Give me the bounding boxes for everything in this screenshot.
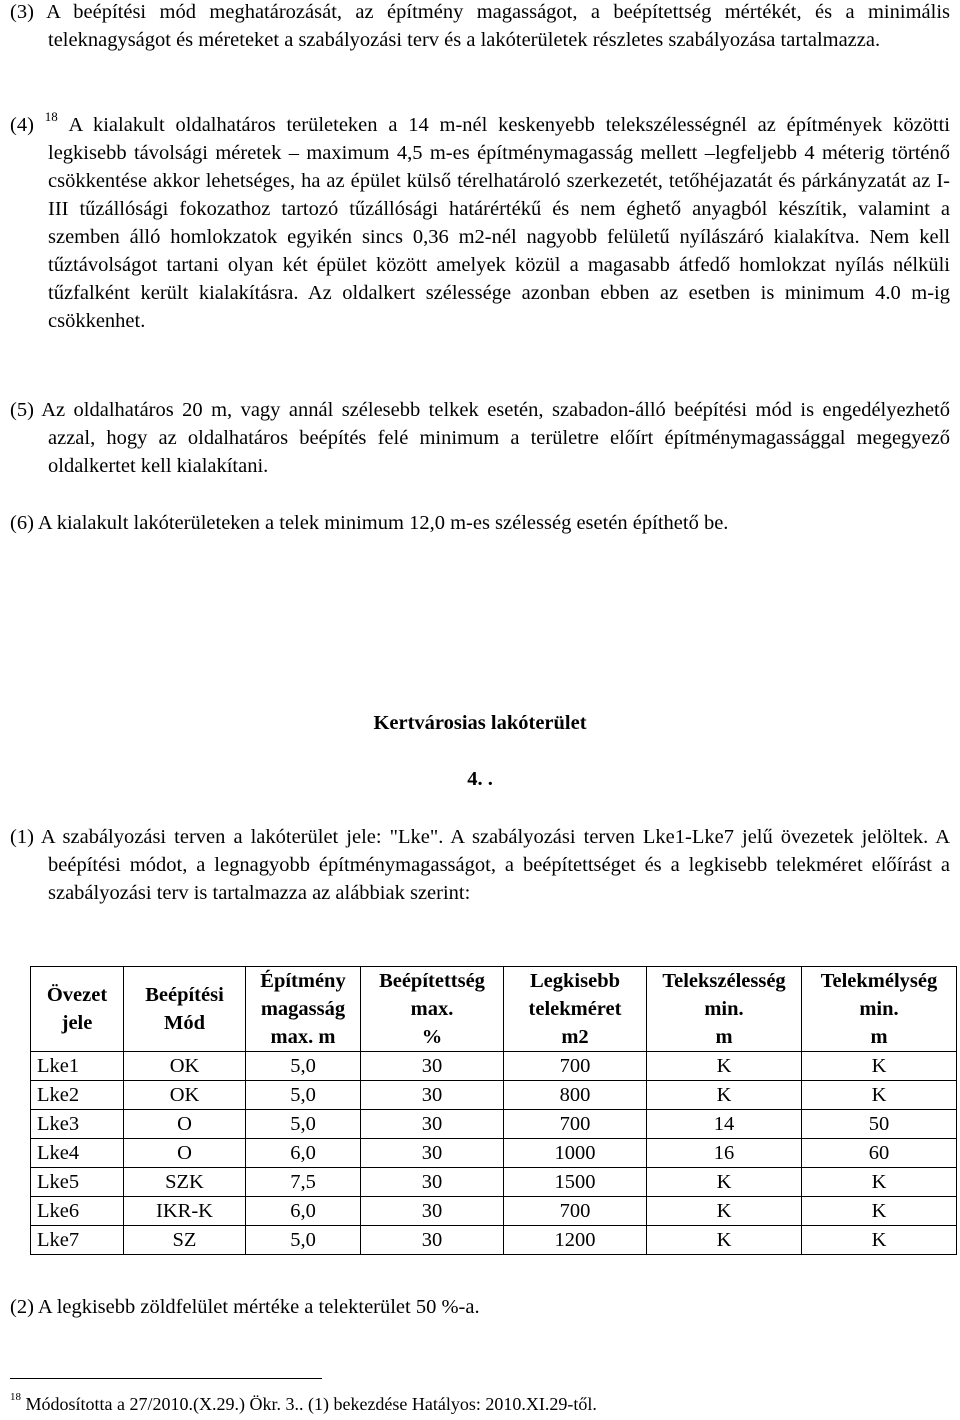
table-cell: 1500 <box>504 1168 647 1197</box>
paragraph-4 <box>10 111 950 335</box>
table-cell: 30 <box>361 1081 504 1110</box>
table-row <box>31 1226 957 1255</box>
table-cell: 30 <box>361 1052 504 1081</box>
table-cell: OK <box>124 1052 246 1081</box>
paragraph-4-text: A kialakult oldalhatáros területeken a 14 m-nél keskenyebb telekszélességnél az építmények közötti legkisebb távolsági méretek – maximum 4,5 m-es építménymagasság mellett –legfeljebb 4 méterig történő csökkentése akkor lehetséges, ha az épület külső térelhatároló szerkezetét, tetőhéjazatát és párkányzatát az I-III tűzállósági fokozathoz tartozó tűzállósági határértékű és nem éghető anyagból készítik, valamint a szemben álló homlokzatok egyikén sincs 0,36 m2-nél nagyobb felületű nyílászáró kialakítva. Nem kell tűztávolságot tartani olyan két épület között amelyek közül a magasabb átfedő homlokzat nyílás nélküli tűzfalként került kialakításra. Az oldalkert szélessége azonban ebben az esetben is minimum 4.0 m-ig csökkenhet. <box>48 114 951 332</box>
table-cell: Lke2 <box>31 1081 124 1110</box>
footnote-reference[interactable]: 18 <box>44 109 58 125</box>
table-cell: 5,0 <box>246 1081 361 1110</box>
table-cell: 1000 <box>504 1139 647 1168</box>
table-cell: K <box>802 1226 957 1255</box>
table-cell: SZK <box>124 1168 246 1197</box>
table-cell: 16 <box>647 1139 802 1168</box>
table-cell: SZ <box>124 1226 246 1255</box>
table-cell: K <box>647 1052 802 1081</box>
table-cell: Lke4 <box>31 1139 124 1168</box>
table-cell: Lke5 <box>31 1168 124 1197</box>
table-cell: O <box>124 1110 246 1139</box>
table-cell: 30 <box>361 1139 504 1168</box>
footnote-number: 18 <box>10 1391 21 1403</box>
table-cell: 7,5 <box>246 1168 361 1197</box>
section-paragraph-1: (1) A szabályozási terven a lakóterület jele: "Lke". A szabályozási terven Lke1-Lke7 jelű övezetek jelöltek. A beépítési módot, a legnagyobb építménymagasságot, a beépítettséget és a legkisebb telekméret előírást a szabályozási terv is tartalmazza az alábbiak szerint: <box>10 826 950 904</box>
table-cell: Lke7 <box>31 1226 124 1255</box>
table-cell: OK <box>124 1081 246 1110</box>
header-building-height: Építmény magasság max. m <box>246 967 361 1052</box>
paragraph-3: (3) A beépítési mód meghatározását, az építmény magasságot, a beépítettség mértékét, és a minimális teleknagyságot és méreteket a szabályozási terv és a lakóterületek részletes szabályozása tartalmazza. <box>10 1 950 51</box>
table-cell: K <box>802 1197 957 1226</box>
section-paragraph-2: (2) A legkisebb zöldfelület mértéke a telekterület 50 %-a. <box>10 1296 480 1318</box>
table-cell: 6,0 <box>246 1139 361 1168</box>
table-cell: 5,0 <box>246 1110 361 1139</box>
table-row <box>31 1139 957 1168</box>
table-cell: 30 <box>361 1110 504 1139</box>
header-building-mode: Beépítési Mód <box>124 967 246 1052</box>
paragraph-5: (5) Az oldalhatáros 20 m, vagy annál szélesebb telkek esetén, szabadon-álló beépítési mód is engedélyezhető azzal, hogy az oldalhatáros beépítés felé minimum a területre előírt építménymagassággal megegyező oldalkertet kell kialakítani. <box>10 399 950 477</box>
table-cell: K <box>647 1168 802 1197</box>
table-cell: 800 <box>504 1081 647 1110</box>
table-cell: 30 <box>361 1197 504 1226</box>
table-cell: O <box>124 1139 246 1168</box>
table-cell: 6,0 <box>246 1197 361 1226</box>
table-cell: Lke1 <box>31 1052 124 1081</box>
table-cell: Lke3 <box>31 1110 124 1139</box>
table-cell: K <box>647 1081 802 1110</box>
table-row <box>31 1197 957 1226</box>
table-cell: K <box>647 1226 802 1255</box>
table-cell: 60 <box>802 1139 957 1168</box>
table-row <box>31 1052 957 1081</box>
section-title: Kertvárosias lakóterület <box>373 712 587 734</box>
table-row <box>31 1110 957 1139</box>
table-cell: 700 <box>504 1197 647 1226</box>
table-cell: Lke6 <box>31 1197 124 1226</box>
table-cell: 30 <box>361 1226 504 1255</box>
header-zone-code: Övezet jele <box>31 967 124 1052</box>
section-number: 4. . <box>467 768 493 790</box>
table-cell: IKR-K <box>124 1197 246 1226</box>
footnote <box>10 1392 597 1416</box>
table-cell: K <box>802 1081 957 1110</box>
table-cell: 50 <box>802 1110 957 1139</box>
table-cell: 5,0 <box>246 1226 361 1255</box>
table-cell: 1200 <box>504 1226 647 1255</box>
table-cell: 700 <box>504 1110 647 1139</box>
table-cell: 14 <box>647 1110 802 1139</box>
paragraph-6: (6) A kialakult lakóterületeken a telek minimum 12,0 m-es szélesség esetén építhető be. <box>10 512 729 534</box>
footnote-separator <box>10 1378 322 1379</box>
table-row <box>31 1081 957 1110</box>
table-cell: 700 <box>504 1052 647 1081</box>
table-cell: 5,0 <box>246 1052 361 1081</box>
header-built-ratio: Beépítettség max. % <box>361 967 504 1052</box>
table-cell: K <box>802 1168 957 1197</box>
table-cell: K <box>802 1052 957 1081</box>
header-plot-depth: Telekmélység min. m <box>802 967 957 1052</box>
footnote-text: Módosította a 27/2010.(X.29.) Ökr. 3.. (1) bekezdése Hatályos: 2010.XI.29-től. <box>25 1394 597 1414</box>
paragraph-4-number: (4) <box>10 114 34 136</box>
zoning-table <box>30 966 957 1255</box>
table-cell: 30 <box>361 1168 504 1197</box>
header-min-plot-size: Legkisebb telekméret m2 <box>504 967 647 1052</box>
table-cell: K <box>647 1197 802 1226</box>
table-row <box>31 1168 957 1197</box>
header-plot-width: Telekszélesség min. m <box>647 967 802 1052</box>
table-header-row <box>31 967 957 1052</box>
